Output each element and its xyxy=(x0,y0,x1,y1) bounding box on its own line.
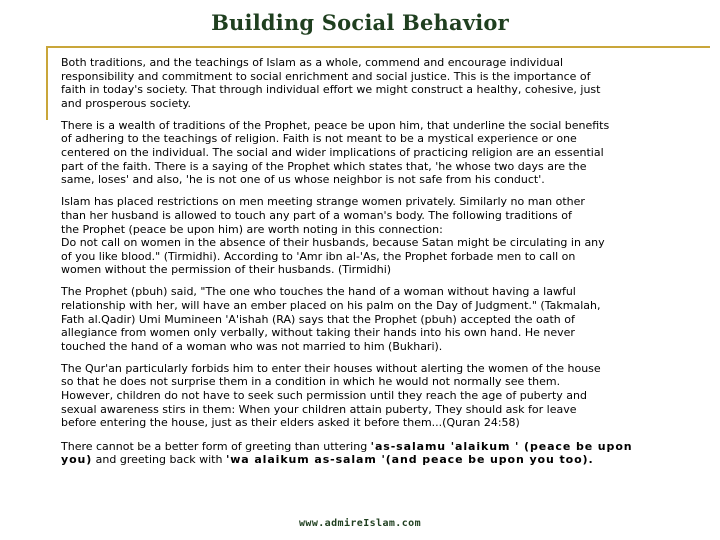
closing-text-2: and greeting back with xyxy=(92,453,226,467)
slide-title: Building Social Behavior xyxy=(211,10,509,35)
paragraph-5: The Qur'an particularly forbids him to enter their houses without alerting the women of the house so that he does not surprise them in a condition in which he would not normally see them. However, children do not have to seek such permission until they reach the age of puberty and sexual awareness stirs in them: When your children attain puberty, They should ask for leave before entering the house, just as their elders asked it before them...(Quran 24:58) xyxy=(61,361,601,430)
accent-bar xyxy=(46,46,48,120)
paragraph-3: Islam has placed restrictions on men meeting strange women privately. Similarly no man other than her husband is allowed to touch any part of a woman's body. The following traditions of the Prophet (peace be upon him) are worth noting in this connection: Do not call on women in the absence of their husbands, because Satan might be circulating in any of you like blood." (Tirmidhi). According to 'Amr ibn al-'As, the Prophet forbade men to call on women without the permission of their husbands. (Tirmidhi) xyxy=(61,195,605,277)
content-body xyxy=(61,56,661,476)
footer-website[interactable]: www.admireIslam.com xyxy=(299,518,421,529)
paragraph-4: The Prophet (pbuh) said, "The one who touches the hand of a woman without having a lawful relationship with her, will have an ember placed on his palm on the Day of Judgment." (Takmalah, Fath al.Qadir) Umi Mumineen 'A'ishah (RA) says that the Prophet (pbuh) accepted the oath of allegiance from women only verbally, without taking their hands into his own hand. He never touched the hand of a woman who was not married to him (Bukhari). xyxy=(61,285,601,353)
closing-paragraph xyxy=(61,440,661,467)
paragraph-1: Both traditions, and the teachings of Islam as a whole, commend and encourage individual responsibility and commitment to social enrichment and social justice. This is the importance of faith in today's society. That through individual effort we might construct a healthy, cohesive, just and prosperous society. xyxy=(61,56,601,110)
reply-phrase: 'wa alaikum as-salam '(and peace be upon you too). xyxy=(225,453,594,467)
greeting-phrase: 'as-salamu 'alaikum ' (peace be upon you) xyxy=(61,439,633,467)
paragraph-2: There is a wealth of traditions of the Prophet, peace be upon him, that underline the social benefits of adhering to the teachings of religion. Faith is not meant to be a mystical experience or one centered on the individual. The social and wider implications of practicing religion are an essential part of the faith. There is a saying of the Prophet which states that, 'he whose two days are the same, loses' and also, 'he is not one of us whose neighbor is not safe from his conduct'. xyxy=(61,118,610,187)
accent-line xyxy=(46,46,710,48)
closing-text-1: There cannot be a better form of greeting than uttering xyxy=(61,439,371,453)
